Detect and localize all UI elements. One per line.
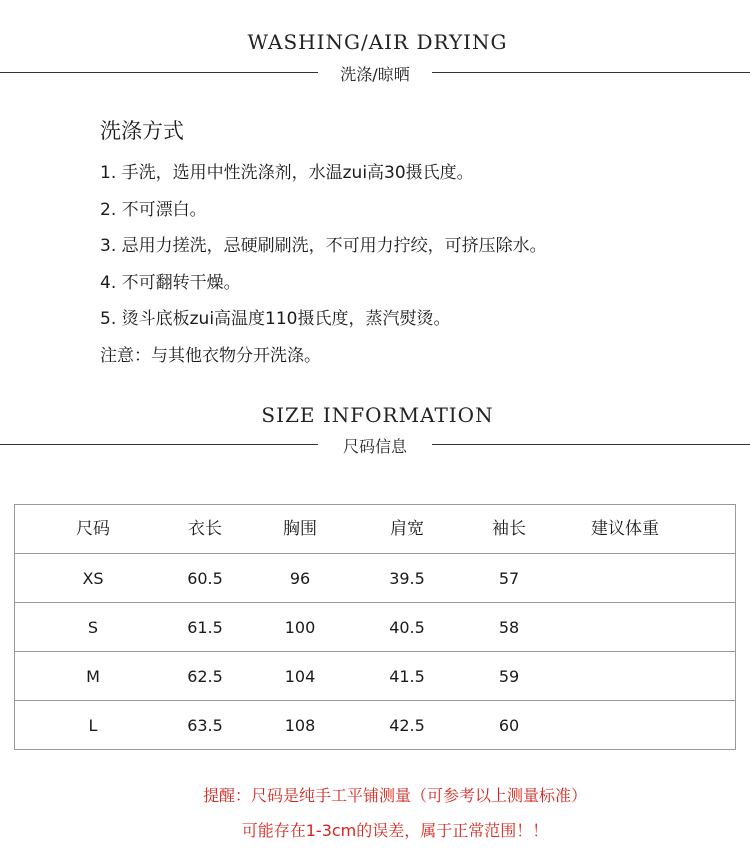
washing-title-cn: 洗涤/晾晒 xyxy=(340,65,410,84)
care-note: 注意：与其他衣物分开洗涤。 xyxy=(100,345,321,366)
table-cell: 39.5 xyxy=(389,569,425,588)
table-row xyxy=(15,603,735,652)
table-cell xyxy=(575,554,675,603)
table-header-cell: 衣长 xyxy=(188,519,222,539)
care-line: 4. 不可翻转干燥。 xyxy=(100,272,241,293)
care-line: 1. 手洗，选用中性洗涤剂，水温zui高30摄氏度。 xyxy=(100,163,474,183)
table-cell: XS xyxy=(82,569,104,588)
table-header-cell: 肩宽 xyxy=(390,519,424,539)
tolerance-note: 可能存在1-3cm的误差，属于正常范围！！ xyxy=(241,821,549,840)
table-cell: 104 xyxy=(284,667,316,686)
care-line: 3. 忌用力搓洗，忌硬刷刷洗，不可用力拧绞，可挤压除水。 xyxy=(100,236,547,256)
table-cell xyxy=(575,652,675,701)
table-cell: 58 xyxy=(498,618,520,637)
measurement-note: 提醒：尺码是纯手工平铺测量（可参考以上测量标准） xyxy=(202,786,587,805)
table-cell: 62.5 xyxy=(187,667,223,686)
size-title-en: SIZE INFORMATION xyxy=(261,403,494,427)
table-header-cell: 尺码 xyxy=(76,519,110,539)
size-title-cn: 尺码信息 xyxy=(342,437,407,456)
table-cell: 100 xyxy=(284,618,316,637)
care-line: 2. 不可漂白。 xyxy=(100,199,207,220)
table-header-cell: 胸围 xyxy=(283,519,317,539)
table-row xyxy=(15,701,735,750)
table-cell: 57 xyxy=(498,569,520,588)
table-cell: 61.5 xyxy=(187,618,223,637)
table-header-cell: 袖长 xyxy=(492,519,526,539)
table-cell: 42.5 xyxy=(389,716,425,735)
table-cell xyxy=(575,603,675,652)
table-cell: 60.5 xyxy=(187,569,223,588)
table-cell: L xyxy=(88,716,98,735)
table-row xyxy=(15,554,735,603)
care-line: 5. 烫斗底板zui高温度110摄氏度，蒸汽熨烫。 xyxy=(100,309,451,329)
table-cell: 40.5 xyxy=(389,618,425,637)
care-heading: 洗涤方式 xyxy=(100,119,184,143)
table-row xyxy=(15,652,735,701)
table-cell: M xyxy=(86,667,100,686)
size-table xyxy=(14,504,736,750)
table-cell: 60 xyxy=(498,716,520,735)
washing-title-en: WASHING/AIR DRYING xyxy=(247,30,508,54)
table-cell: 41.5 xyxy=(389,667,425,686)
size-divider-right xyxy=(432,444,750,445)
table-cell: 59 xyxy=(498,667,520,686)
table-cell: 108 xyxy=(284,716,316,735)
table-cell: 96 xyxy=(289,569,311,588)
care-instructions xyxy=(100,116,720,374)
table-cell xyxy=(575,701,675,750)
table-header-cell: 建议体重 xyxy=(591,519,659,539)
table-header-row xyxy=(15,505,735,554)
washing-divider-right xyxy=(432,72,750,73)
table-cell: 63.5 xyxy=(187,716,223,735)
table-cell: S xyxy=(87,618,99,637)
